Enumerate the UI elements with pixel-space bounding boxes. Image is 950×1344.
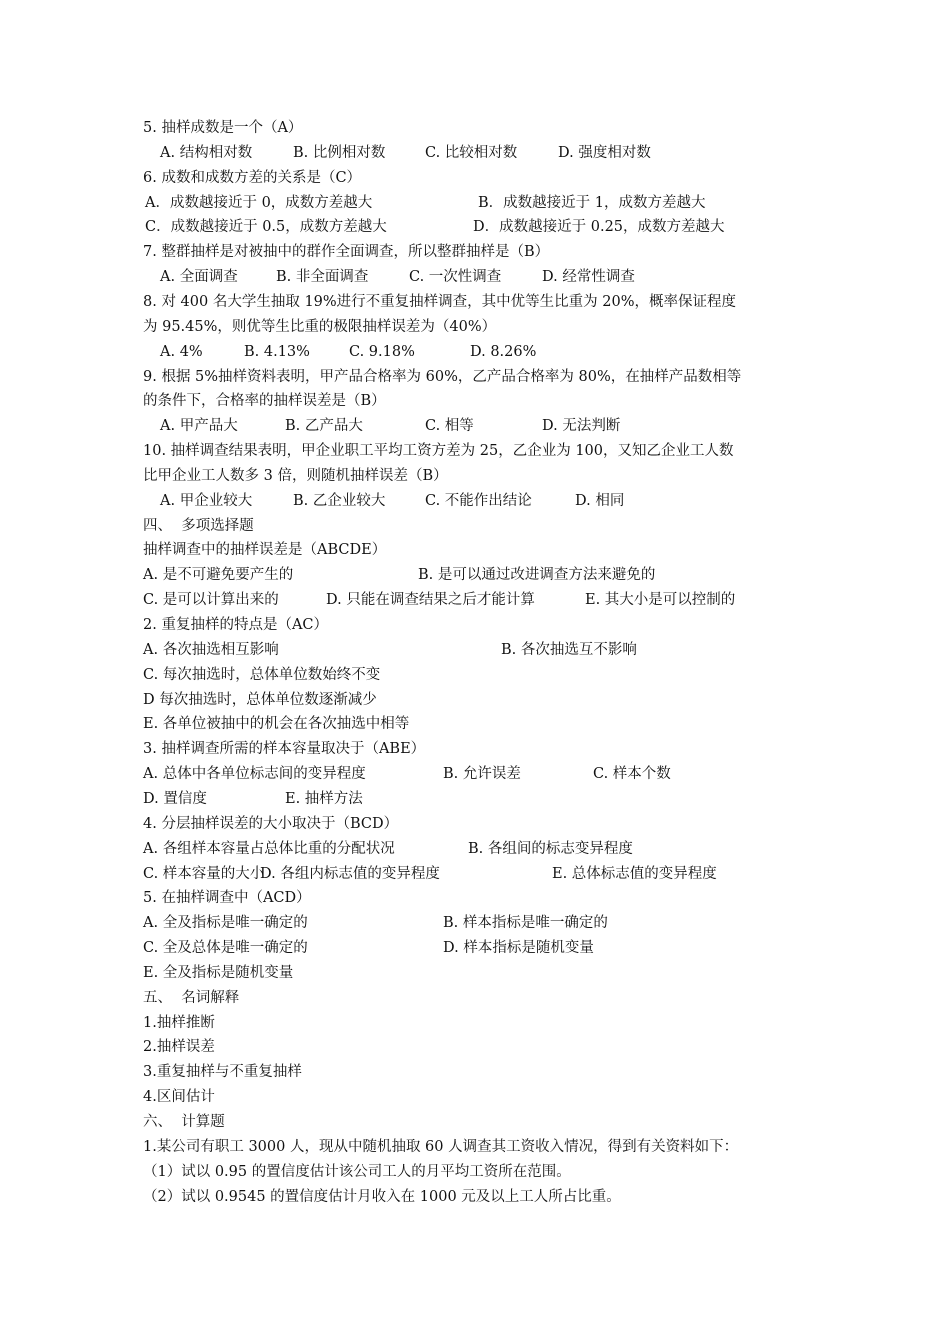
section-heading: 四、 多项选择题 <box>143 517 254 534</box>
answer-option: E. 总体标志值的变异程度 <box>552 865 717 882</box>
answer-option: C．成数越接近于 0.5，成数方差越大 <box>145 219 387 236</box>
answer-option: A. 4% <box>160 343 203 360</box>
answer-option: E. 各单位被抽中的机会在各次抽选中相等 <box>143 716 410 733</box>
answer-option: B. 4.13% <box>244 343 310 360</box>
section-heading: 五、 名词解释 <box>143 989 240 1006</box>
answer-option: A. 全及指标是唯一确定的 <box>143 915 308 932</box>
answer-option: C. 每次抽选时，总体单位数始终不变 <box>143 666 381 683</box>
question-text: 3.重复抽样与不重复抽样 <box>143 1064 302 1081</box>
answer-option: D. 样本指标是随机变量 <box>443 940 594 957</box>
answer-option: B. 各组间的标志变异程度 <box>468 840 633 857</box>
question-text: 抽样调查中的抽样误差是（ABCDE） <box>143 542 387 559</box>
answer-option: D. 相同 <box>575 492 625 509</box>
answer-option: C. 比较相对数 <box>425 144 518 161</box>
section-heading: 六、 计算题 <box>143 1114 225 1130</box>
question-text: 9. 根据 5%抽样资料表明，甲产品合格率为 60%，乙产品合格率为 80%，在抽样产品数相等 <box>143 368 742 385</box>
answer-option: A. 结构相对数 <box>160 144 253 161</box>
sub-question: （2）试以 0.9545 的置信度估计月收入在 1000 元及以上工人所占比重。 <box>143 1188 621 1205</box>
question-text: 2.抽样误差 <box>143 1039 215 1056</box>
question-text: 1.抽样推断 <box>143 1014 215 1031</box>
question-text: 5. 抽样成数是一个（A） <box>143 120 303 136</box>
answer-option: C. 是可以计算出来的 <box>143 592 279 609</box>
question-text: 8. 对 400 名大学生抽取 19%进行不重复抽样调查，其中优等生比重为 20%，概率保证程度 <box>143 293 737 310</box>
answer-option: E. 全及指标是随机变量 <box>143 964 294 981</box>
answer-option: C. 相等 <box>425 418 474 435</box>
question-text: 5. 在抽样调查中（ACD） <box>143 890 311 907</box>
question-text: 3. 抽样调查所需的样本容量取决于（ABE） <box>143 741 426 758</box>
answer-option: B. 各次抽选互不影响 <box>501 641 637 658</box>
answer-option: D. 8.26% <box>470 343 537 360</box>
answer-option: D. 各组内标志值的变异程度 <box>260 865 440 882</box>
answer-option: D. 强度相对数 <box>558 144 651 161</box>
answer-option: A. 是不可避免要产生的 <box>143 567 294 584</box>
answer-option: A．成数越接近于 0，成数方差越大 <box>145 194 373 211</box>
answer-option: B. 允许误差 <box>443 766 521 783</box>
answer-option: D. 只能在调查结果之后才能计算 <box>326 592 535 609</box>
answer-option: E. 抽样方法 <box>285 790 363 807</box>
answer-option: D. 经常性调查 <box>542 269 635 286</box>
question-text: 为 95.45%，则优等生比重的极限抽样误差为（40%） <box>143 318 497 335</box>
question-text: 的条件下，合格率的抽样误差是（B） <box>143 393 386 410</box>
sub-question: （1）试以 0.95 的置信度估计该公司工人的月平均工资所在范围。 <box>143 1163 571 1180</box>
answer-option: A. 总体中各单位标志间的变异程度 <box>143 766 366 783</box>
answer-option: C. 不能作出结论 <box>425 492 532 509</box>
question-text: 10. 抽样调查结果表明，甲企业职工平均工资方差为 25，乙企业为 100，又知乙企业工人数 <box>143 443 734 460</box>
question-text: 1.某公司有职工 3000 人，现从中随机抽取 60 人调查其工资收入情况，得到有关资料如下： <box>143 1138 739 1155</box>
answer-option: B．成数越接近于 1，成数方差越大 <box>478 194 706 211</box>
answer-option: E. 其大小是可以控制的 <box>585 592 736 609</box>
answer-option: A. 各组样本容量占总体比重的分配状况 <box>143 840 395 857</box>
answer-option: A. 甲企业较大 <box>160 492 253 509</box>
answer-option: C. 一次性调查 <box>409 269 502 286</box>
answer-option: B. 非全面调查 <box>276 269 369 286</box>
answer-option: D 每次抽选时，总体单位数逐渐减少 <box>143 691 377 708</box>
answer-option: B. 乙企业较大 <box>293 492 386 509</box>
answer-option: D．成数越接近于 0.25，成数方差越大 <box>473 219 725 236</box>
answer-option: D. 无法判断 <box>542 418 621 435</box>
question-text: 4. 分层抽样误差的大小取决于（BCD） <box>143 815 399 832</box>
question-text: 6. 成数和成数方差的关系是（C） <box>143 169 362 186</box>
question-text: 2. 重复抽样的特点是（AC） <box>143 617 329 633</box>
answer-option: A. 全面调查 <box>160 269 238 286</box>
question-text: 7. 整群抽样是对被抽中的群作全面调查，所以整群抽样是（B） <box>143 244 550 261</box>
answer-option: B. 是可以通过改进调查方法来避免的 <box>418 567 656 584</box>
answer-option: B. 比例相对数 <box>293 144 386 161</box>
answer-option: C. 9.18% <box>349 343 415 360</box>
answer-option: A. 各次抽选相互影响 <box>143 641 279 658</box>
answer-option: B. 乙产品大 <box>285 418 363 435</box>
answer-option: B. 样本指标是唯一确定的 <box>443 915 608 932</box>
answer-option: A. 甲产品大 <box>160 418 238 435</box>
question-text: 比甲企业工人数多 3 倍，则随机抽样误差（B） <box>143 467 448 484</box>
question-text: 4.区间估计 <box>143 1089 215 1106</box>
answer-option: D. 置信度 <box>143 790 207 807</box>
answer-option: C. 样本个数 <box>593 766 671 783</box>
answer-option: C. 全及总体是唯一确定的 <box>143 940 308 957</box>
answer-option: C. 样本容量的大小 <box>143 865 265 882</box>
